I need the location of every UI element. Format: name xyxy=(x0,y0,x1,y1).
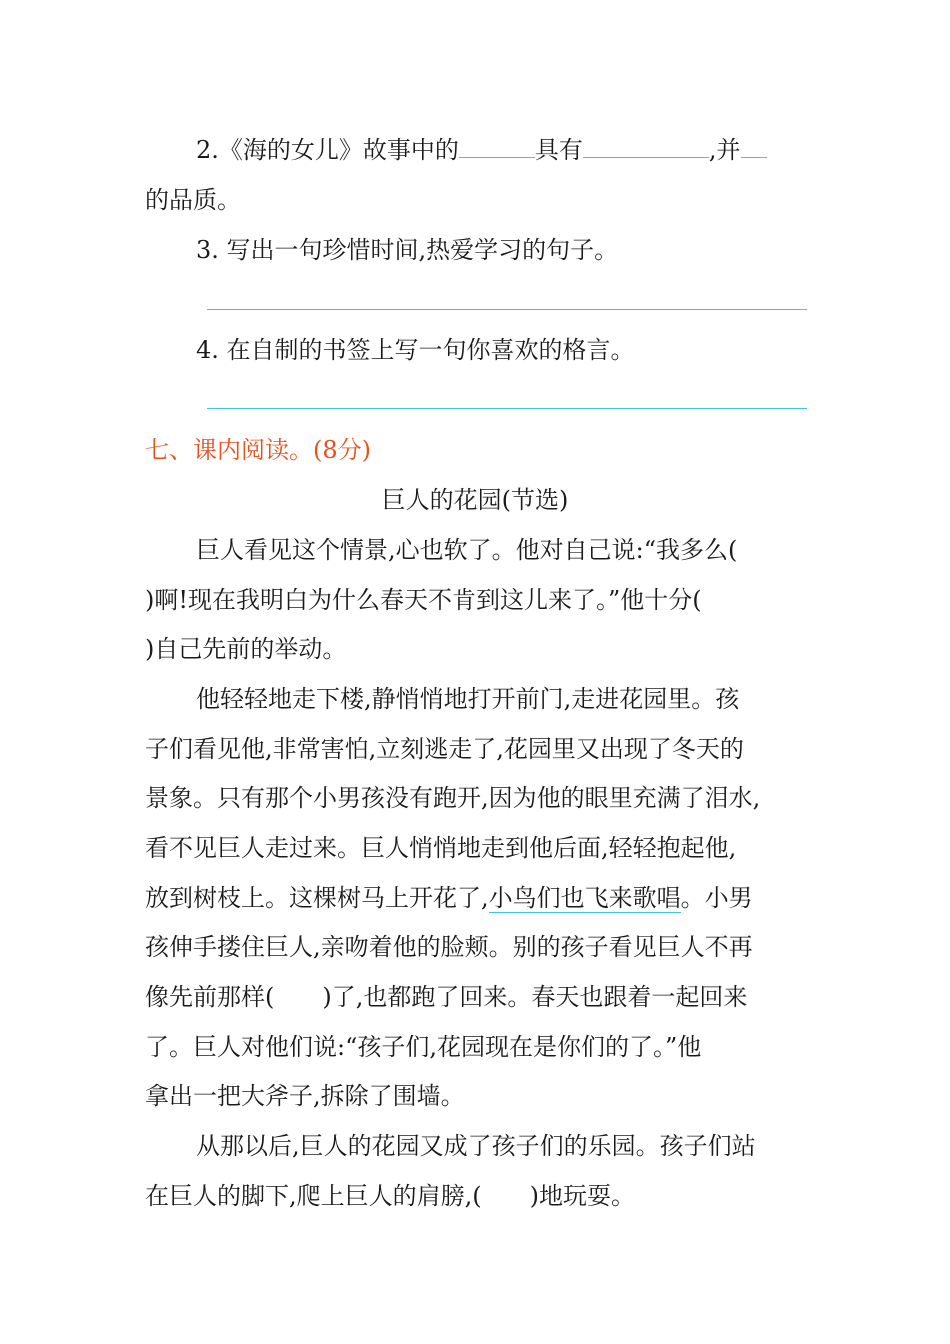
question-4-text: 4. 在自制的书签上写一句你喜欢的格言。 xyxy=(196,336,635,364)
passage-p2-line-5 xyxy=(145,883,753,913)
passage-p3-line-1: 从那以后,巨人的花园又成了孩子们的乐园。孩子们站 xyxy=(196,1132,756,1160)
passage-p2-line-7 xyxy=(145,982,747,1012)
passage-p2-line-3: 景象。只有那个小男孩没有跑开,因为他的眼里充满了泪水, xyxy=(145,784,761,812)
passage-p2-line-9: 拿出一把大斧子,拆除了围墙。 xyxy=(145,1082,465,1110)
question-2-line-2: 的品质。 xyxy=(145,186,241,214)
passage-p1-line-1: 巨人看见这个情景,心也软了。他对自己说:“我多么( xyxy=(196,536,738,564)
underlined-sentence: 小鸟们也飞来歌唱 xyxy=(488,884,681,912)
passage-p2-line-7-a: 像先前那样( xyxy=(145,983,275,1011)
passage-p2-line-1: 他轻轻地走下楼,静悄悄地打开前门,走进花园里。孩 xyxy=(196,685,740,713)
q2-text-3: ,并 xyxy=(708,136,741,164)
passage-p3-line-2-a: 在巨人的脚下,爬上巨人的肩膀,( xyxy=(145,1182,482,1210)
question-3-answer-line[interactable] xyxy=(207,309,807,310)
passage-p2-line-8: 了。巨人对他们说:“孩子们,花园现在是你们的了。”他 xyxy=(145,1033,702,1061)
question-2-line-1 xyxy=(196,135,767,165)
q2-blank-3[interactable] xyxy=(741,135,767,158)
passage-p2-line-5-a: 放到树枝上。这棵树马上开花了, xyxy=(145,884,489,912)
passage-p1-line-2: )啊!现在我明白为什么春天不肯到这儿来了。”他十分( xyxy=(145,586,702,614)
passage-p2-line-5-c: 。小男 xyxy=(680,884,753,912)
section-7-title: 七、课内阅读。(8分) xyxy=(145,436,371,464)
passage-p3-line-2-b: )地玩耍。 xyxy=(529,1182,635,1210)
passage-p3-line-2 xyxy=(145,1181,635,1211)
passage-title: 巨人的花园(节选) xyxy=(381,486,569,514)
question-4-answer-line[interactable] xyxy=(207,408,807,409)
q2-text-1: 2.《海的女儿》故事中的 xyxy=(196,136,459,164)
q2-blank-2[interactable] xyxy=(583,135,709,158)
passage-p2-line-2: 子们看见他,非常害怕,立刻逃走了,花园里又出现了冬天的 xyxy=(145,735,744,763)
passage-p2-line-6: 孩伸手搂住巨人,亲吻着他的脸颊。别的孩子看见巨人不再 xyxy=(145,933,753,961)
q2-text-2: 具有 xyxy=(534,136,583,164)
question-3-text: 3. 写出一句珍惜时间,热爱学习的句子。 xyxy=(196,236,619,264)
passage-p2-line-4: 看不见巨人走过来。巨人悄悄地走到他后面,轻轻抱起他, xyxy=(145,834,737,862)
passage-p2-line-7-b: )了,也都跑了回来。春天也跟着一起回来 xyxy=(322,983,748,1011)
q2-blank-1[interactable] xyxy=(459,135,535,158)
passage-p1-line-3: )自己先前的举动。 xyxy=(145,635,347,663)
